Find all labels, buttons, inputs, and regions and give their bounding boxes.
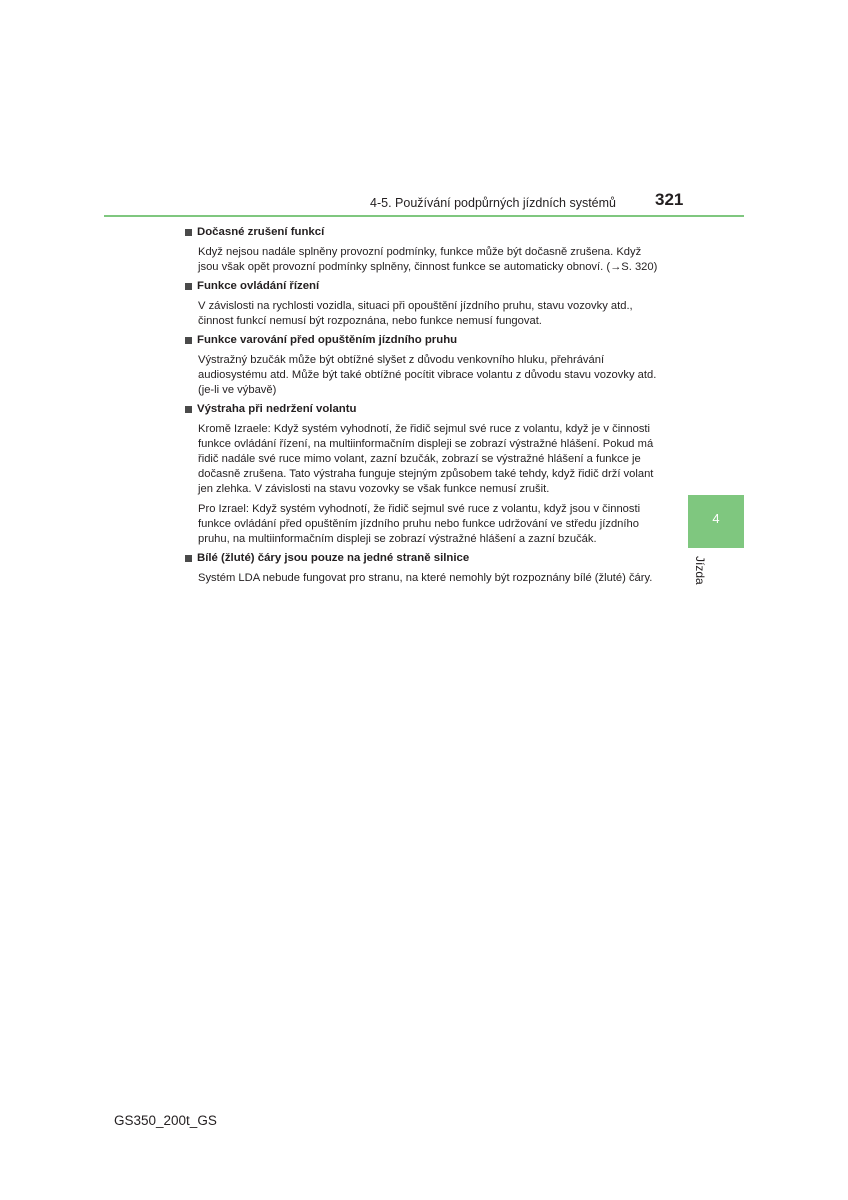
section-paragraph: Pro Izrael: Když systém vyhodnotí, že řidič sejmul své ruce z volantu, když jsou v činnosti funkce ovládání před opuštěním jízdního pruhu nebo funkce udržování ve středu jízdního pruhu, na multiinformačním displeji se zobrazí výstražné hlášení a zazní bzučák. xyxy=(198,503,641,545)
header-divider xyxy=(104,215,744,217)
section-steering-control xyxy=(185,279,665,329)
section-heading xyxy=(185,279,665,294)
section-heading xyxy=(185,333,665,348)
section-paragraph: Když nejsou nadále splněny provozní podmínky, funkce může být dočasně zrušena. Když jsou však opět provozní podmínky splněny, činnost funkce se automaticky obnoví. (→S. 320) xyxy=(198,246,658,273)
section-heading-text: Výstraha při nedržení volantu xyxy=(197,403,357,415)
section-heading-text: Dočasné zrušení funkcí xyxy=(197,226,325,238)
section-hands-off-warning xyxy=(185,402,665,547)
chapter-tab: 4 xyxy=(688,495,744,548)
running-header-title: 4-5. Používání podpůrných jízdních systémů xyxy=(370,196,616,210)
section-heading xyxy=(185,402,665,417)
section-heading xyxy=(185,551,665,566)
section-heading-text: Bílé (žluté) čáry jsou pouze na jedné straně silnice xyxy=(197,552,470,564)
section-temporary-cancel xyxy=(185,225,665,275)
chapter-tab-label: Jízda xyxy=(693,556,707,585)
section-heading-text: Funkce ovládání řízení xyxy=(197,280,320,292)
document-code: GS350_200t_GS xyxy=(114,1113,217,1128)
section-paragraph: Kromě Izraele: Když systém vyhodnotí, že řidič sejmul své ruce z volantu, když je v činnosti funkce ovládání řízení, na multiinformačním displeji se zobrazí výstražné hlášení. Pokud má řidič nadále své ruce mimo volant, zazní bzučák, zobrazí se výstražné hlášení a funkce je dočasně zrušena. Tato výstraha funguje stejným způsobem také tehdy, když řidič drží volant jen zlehka. V závislosti na stavu vozovky se však funkce nemusí zrušit. xyxy=(198,423,654,495)
section-paragraph: V závislosti na rychlosti vozidla, situaci při opouštění jízdního pruhu, stavu vozovky atd., činnost funkcí nemusí být rozpoznána, nebo funkce nemusí fungovat. xyxy=(198,300,633,327)
page-number: 321 xyxy=(655,190,684,209)
square-bullet-icon xyxy=(185,283,192,290)
square-bullet-icon xyxy=(185,337,192,344)
square-bullet-icon xyxy=(185,406,192,413)
section-paragraph: Systém LDA nebude fungovat pro stranu, na které nemohly být rozpoznány bílé (žluté) čáry. xyxy=(198,572,653,584)
section-single-side-lines xyxy=(185,551,665,586)
section-heading-text: Funkce varování před opuštěním jízdního pruhu xyxy=(197,334,458,346)
section-paragraph: Výstražný bzučák může být obtížné slyšet z důvodu venkovního hluku, přehrávání audiosystému atd. Může být také obtížné pocítit vibrace volantu z důvodu stavu vozovky atd. (je-li ve výbavě) xyxy=(198,354,657,396)
page-content xyxy=(185,225,665,590)
section-heading xyxy=(185,225,665,240)
section-lane-departure-warning xyxy=(185,333,665,398)
square-bullet-icon xyxy=(185,229,192,236)
square-bullet-icon xyxy=(185,555,192,562)
